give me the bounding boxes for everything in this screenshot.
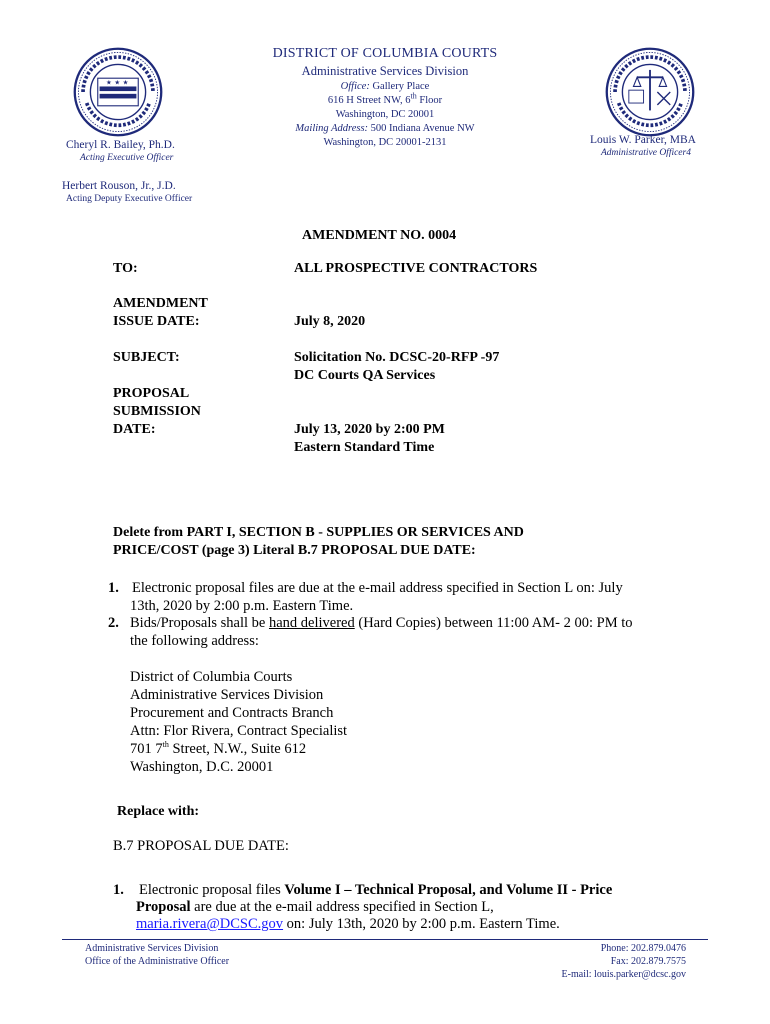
replace-text-post: are due at the e-mail address specified in Section L, [190,899,494,915]
address-line-4: Attn: Flor Rivera, Contract Specialist [130,723,348,739]
mailing-label: Mailing Address: [295,123,369,134]
office-label: Office: [340,81,370,92]
item-2-text-pre: Bids/Proposals shall be [130,615,269,631]
street-line: 616 H Street NW, 6th Floor [327,91,443,106]
division-name: Administrative Services Division [301,64,469,78]
left-officer-name: Cheryl R. Bailey, Ph.D. [66,139,175,151]
to-label: TO: [113,261,138,276]
footer-left-1: Administrative Services Division [85,943,219,954]
delete-item-2-line-1 [130,614,633,632]
replace-text-end: on: July 13th, 2020 by 2:00 p.m. Eastern Time. [283,916,560,932]
delete-item-1-number: 1. [108,580,119,596]
replace-text-bold: Volume I – Technical Proposal, and Volume II - Price [284,882,613,898]
delete-item-1-line-2: 13th, 2020 by 2:00 p.m. Eastern Time. [130,598,354,614]
footer-divider [62,939,708,940]
delete-heading-1: Delete from PART I, SECTION B - SUPPLIES OR SERVICES AND [113,525,524,540]
office-value: Gallery Place [372,81,430,92]
replace-item-1-number: 1. [113,882,124,898]
replace-item-1-line-2 [136,898,494,916]
replace-item-1-line-3 [136,915,560,933]
issue-label-2: ISSUE DATE: [113,314,200,329]
delete-heading-2: PRICE/COST (page 3) Literal B.7 PROPOSAL DUE DATE: [113,543,476,558]
street-name: Street, N.W., Suite 612 [168,741,307,757]
proposal-label-1: PROPOSAL [113,386,190,401]
address-line-3: Procurement and Contracts Branch [130,705,334,721]
footer-phone: Phone: 202.879.0476 [600,943,686,954]
item-2-text-post: (Hard Copies) between 11:00 AM- 2 00: PM to [354,615,633,631]
replace-text-pre: Electronic proposal files [139,882,285,898]
address-street [130,740,306,758]
delete-item-1-line-1: Electronic proposal files are due at the e-mail address specified in Section L on: July [132,580,623,596]
proposal-date-value-1: July 13, 2020 by 2:00 PM [294,422,445,437]
hand-delivered-text: hand delivered [268,615,355,631]
street-suffix: th [162,740,169,750]
delete-item-2-number: 2. [108,615,119,631]
proposal-date-value-2: Eastern Standard Time [294,440,435,455]
to-value: ALL PROSPECTIVE CONTRACTORS [294,261,538,276]
replace-heading: Replace with: [117,804,200,819]
email-link[interactable]: maria.rivera@DCSC.gov [136,916,284,932]
city-line: Washington, DC 20001 [335,109,435,120]
svg-text:★: ★ [114,78,121,87]
court-name: DISTRICT OF COLUMBIA COURTS [272,46,498,61]
proposal-label-3: DATE: [113,422,156,437]
address-city: Washington, D.C. 20001 [130,759,274,775]
footer-fax: Fax: 202.879.7575 [610,956,686,967]
svg-text:★: ★ [122,78,129,87]
footer-left-2: Office of the Administrative Officer [85,956,230,967]
replace-subheading: B.7 PROPOSAL DUE DATE: [113,838,289,854]
deputy-officer-name: Herbert Rouson, Jr., J.D. [62,180,176,192]
mailing-value: 500 Indiana Avenue NW [370,123,475,134]
footer-email: E-mail: louis.parker@dcsc.gov [561,969,686,980]
mailing-city: Washington, DC 20001-2131 [323,137,447,148]
left-officer-title: Acting Executive Officer [80,153,174,163]
replace-text-bold-2: Proposal [136,899,191,915]
issue-date-value: July 8, 2020 [294,314,366,329]
address-line-1: District of Columbia Courts [130,669,293,685]
svg-text:★: ★ [106,78,112,87]
subject-value-1: Solicitation No. DCSC-20-RFP -97 [294,350,500,365]
superior-court-seal-icon [604,46,696,138]
right-officer-title: Administrative Officer4 [601,148,691,158]
subject-label: SUBJECT: [113,350,180,365]
replace-item-1-line-1 [139,881,612,899]
proposal-label-2: SUBMISSION [113,404,201,419]
amendment-title: AMENDMENT NO. 0004 [302,228,457,243]
address-line-2: Administrative Services Division [130,687,324,703]
deputy-officer-title: Acting Deputy Executive Officer [66,194,193,204]
issue-label-1: AMENDMENT [113,296,208,311]
right-officer-name: Louis W. Parker, MBA [590,134,696,146]
court-of-appeals-seal-icon [72,46,164,138]
subject-value-2: DC Courts QA Services [294,368,436,383]
street-number: 701 7 [130,741,163,757]
delete-item-2-line-2: the following address: [130,633,259,649]
